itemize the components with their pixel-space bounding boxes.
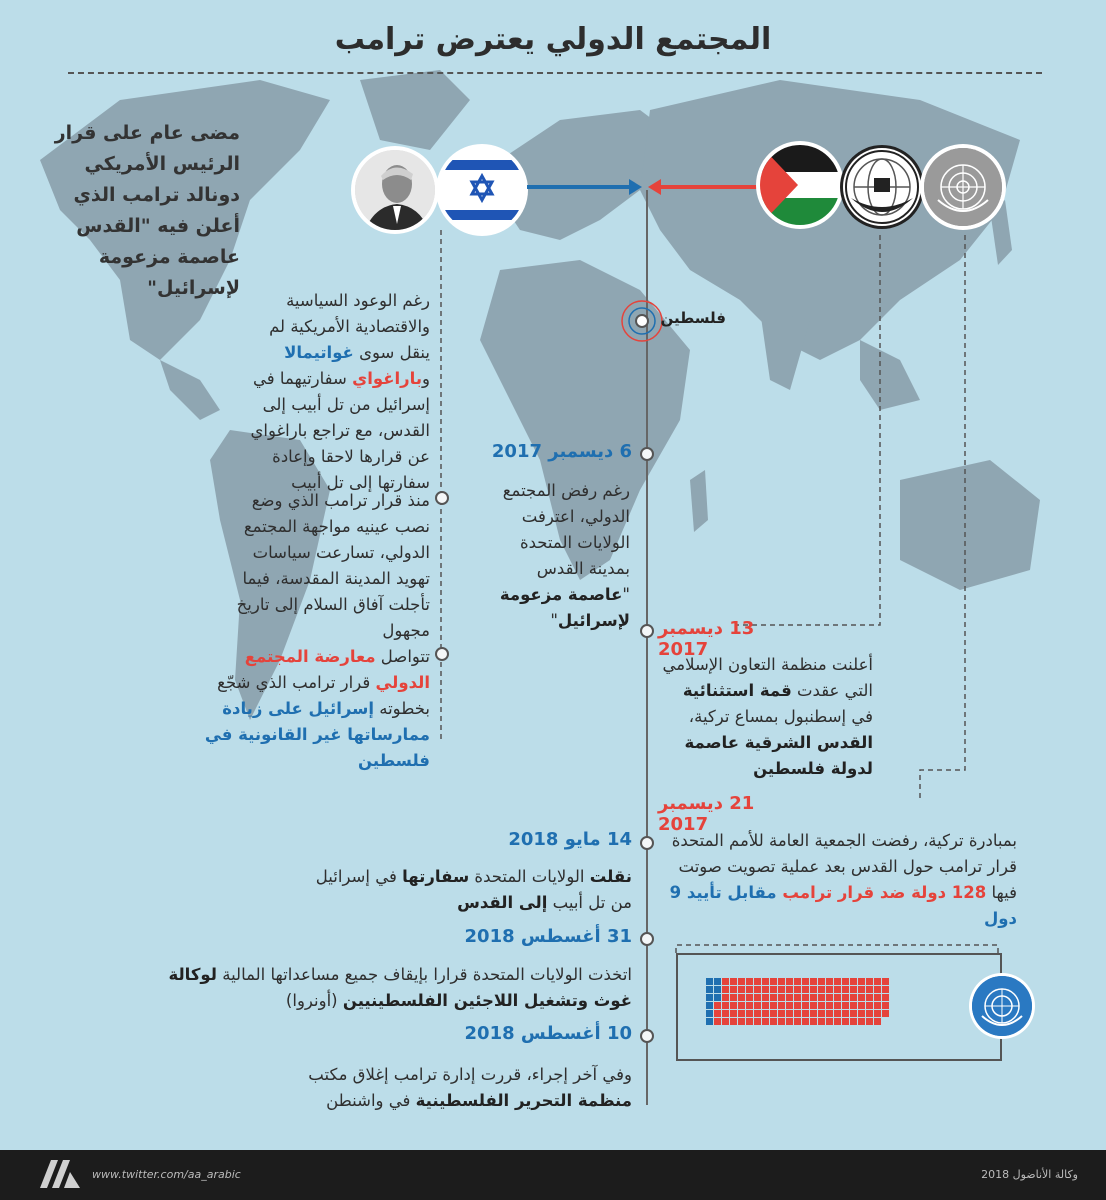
vote-cell-against bbox=[834, 1018, 841, 1025]
vote-cell-in-favor bbox=[706, 1018, 713, 1025]
vote-cell-against bbox=[786, 1002, 793, 1009]
intro-text: مضى عام على قرار الرئيس الأمريكي دونالد ترامب الذي أعلن فيه "القدس عاصمة مزعومة لإسرائيل" bbox=[54, 122, 240, 299]
event-text: رغم رفض المجتمع الدولي، اعترفت الولايات المتحدة بمدينة القدس "عاصمة مزعومة لإسرائيل" bbox=[499, 481, 630, 630]
vote-cell-in-favor bbox=[706, 994, 713, 1001]
vote-cell-against bbox=[754, 978, 761, 985]
vote-cell-against bbox=[762, 986, 769, 993]
opposing-arrows bbox=[525, 175, 775, 199]
vote-cell-against bbox=[794, 1010, 801, 1017]
vote-cell-against bbox=[842, 1010, 849, 1017]
vote-cell-against bbox=[866, 978, 873, 985]
vote-cell-against bbox=[810, 1010, 817, 1017]
vote-cell-against bbox=[738, 986, 745, 993]
vote-cell-against bbox=[850, 1018, 857, 1025]
vote-cell-against bbox=[778, 1002, 785, 1009]
event-date: 14 مايو 2018 bbox=[508, 829, 632, 850]
vote-cell-against bbox=[842, 978, 849, 985]
vote-cell-against bbox=[858, 1002, 865, 1009]
vote-cell-against bbox=[842, 1018, 849, 1025]
vote-cell-against bbox=[802, 978, 809, 985]
vote-cell-against bbox=[874, 986, 881, 993]
vote-cell-against bbox=[834, 1010, 841, 1017]
vote-cell-against bbox=[714, 1002, 721, 1009]
vote-cell-against bbox=[858, 978, 865, 985]
since-decision-text: منذ قرار ترامب الذي وضع نصب عينيه مواجهة المجتمع الدولي، تسارعت سياسات تهويد المدينة المقدسة، فيما تأجلت آفاق السلام إلى تاريخ مجهول bbox=[236, 491, 430, 640]
vote-cell-against bbox=[810, 986, 817, 993]
event-text: بمبادرة تركية، رفضت الجمعية العامة للأمم المتحدة قرار ترامب حول القدس بعد عملية تصويت صوتت فيها 128 دولة ضد قرار ترامب مقابل تأييد 9 دول bbox=[669, 831, 1017, 928]
vote-cell-against bbox=[818, 986, 825, 993]
vote-cell-against bbox=[714, 1010, 721, 1017]
timeline-node bbox=[640, 836, 654, 850]
vote-cell-against bbox=[762, 1018, 769, 1025]
vote-cell-against bbox=[738, 978, 745, 985]
vote-cell-against bbox=[770, 1010, 777, 1017]
un-emblem-icon bbox=[972, 976, 1032, 1036]
vote-cell-against bbox=[770, 1018, 777, 1025]
vote-cell-against bbox=[746, 994, 753, 1001]
vote-cell-against bbox=[722, 994, 729, 1001]
vote-cell-against bbox=[746, 986, 753, 993]
event-date: 31 أغسطس 2018 bbox=[464, 926, 632, 947]
vote-cell-against bbox=[794, 1018, 801, 1025]
vote-cell-in-favor bbox=[714, 978, 721, 985]
vote-cell-against bbox=[754, 1002, 761, 1009]
vote-cell-against bbox=[722, 978, 729, 985]
vote-cell-against bbox=[746, 1018, 753, 1025]
vote-cell-against bbox=[810, 994, 817, 1001]
vote-cell-against bbox=[794, 994, 801, 1001]
timeline-node bbox=[640, 932, 654, 946]
vote-cell-against bbox=[882, 994, 889, 1001]
left-node bbox=[435, 647, 449, 661]
vote-cell-against bbox=[762, 994, 769, 1001]
vote-cell-against bbox=[738, 1010, 745, 1017]
vote-cell-against bbox=[866, 986, 873, 993]
vote-cell-against bbox=[866, 1010, 873, 1017]
timeline-node bbox=[640, 624, 654, 638]
vote-cell-against bbox=[858, 994, 865, 1001]
vote-cell-against bbox=[730, 1010, 737, 1017]
vote-cell-against bbox=[818, 994, 825, 1001]
vote-cell-against bbox=[818, 1018, 825, 1025]
vote-cell-against bbox=[850, 1010, 857, 1017]
page-title: المجتمع الدولي يعترض ترامب bbox=[334, 22, 772, 57]
vote-cell-against bbox=[850, 1002, 857, 1009]
vote-cell-against bbox=[866, 994, 873, 1001]
vote-cell-against bbox=[802, 1002, 809, 1009]
vote-cell-against bbox=[834, 978, 841, 985]
vote-cell-against bbox=[882, 978, 889, 985]
vote-cell-against bbox=[874, 1002, 881, 1009]
vote-cell-against bbox=[762, 978, 769, 985]
timeline-node bbox=[640, 1029, 654, 1043]
vote-cell-against bbox=[826, 994, 833, 1001]
timeline-node bbox=[640, 447, 654, 461]
event-date: 10 أغسطس 2018 bbox=[464, 1023, 632, 1044]
vote-cell-against bbox=[850, 978, 857, 985]
vote-cell-against bbox=[842, 986, 849, 993]
vote-cell-against bbox=[882, 1010, 889, 1017]
vote-cell-against bbox=[826, 986, 833, 993]
vote-cell-in-favor bbox=[706, 1010, 713, 1017]
vote-cell-in-favor bbox=[706, 1002, 713, 1009]
vote-cell-against bbox=[762, 1010, 769, 1017]
vote-cell-against bbox=[802, 1010, 809, 1017]
vote-cell-against bbox=[770, 1002, 777, 1009]
vote-cell-against bbox=[778, 1010, 785, 1017]
event-text: نقلت الولايات المتحدة سفارتها في إسرائيل من تل أبيب إلى القدس bbox=[315, 867, 632, 912]
vote-cell-against bbox=[722, 1010, 729, 1017]
vote-cell-against bbox=[746, 978, 753, 985]
vote-cell-against bbox=[882, 1002, 889, 1009]
vote-cell-against bbox=[754, 1018, 761, 1025]
vote-cell-against bbox=[730, 986, 737, 993]
embassy-text: رغم الوعود السياسية والاقتصادية الأمريكية لم ينقل سوى غواتيمالا وباراغواي سفارتيهما في إسرائيل من تل أبيب إلى القدس، مع تراجع باراغواي عن قرارها لاحقا وإعادة سفارتها إلى تل أبيب bbox=[250, 291, 430, 492]
vote-cell-against bbox=[722, 1002, 729, 1009]
opposition-text: تتواصل معارضة المجتمع الدولي قرار ترامب الذي شجّع بخطوته إسرائيل على زيادة ممارساتها غير القانونية في فلسطين bbox=[204, 647, 430, 770]
vote-cell-against bbox=[786, 978, 793, 985]
event-date: 13 ديسمبر 2017 bbox=[658, 618, 755, 660]
vote-cell-against bbox=[778, 1018, 785, 1025]
vote-cell-against bbox=[810, 978, 817, 985]
vote-cell-against bbox=[866, 1018, 873, 1025]
vote-cell-against bbox=[754, 994, 761, 1001]
event-text: أعلنت منظمة التعاون الإسلامي التي عقدت قمة استثنائية في إسطنبول بمساع تركية، القدس الشرقية عاصمة لدولة فلسطين bbox=[662, 655, 873, 778]
footer-copyright: وكالة الأناضول 2018 bbox=[981, 1168, 1078, 1181]
vote-cell-against bbox=[730, 978, 737, 985]
trump-portrait bbox=[355, 150, 435, 230]
vote-cell-against bbox=[818, 1002, 825, 1009]
vote-cell-against bbox=[826, 1010, 833, 1017]
vote-cell-against bbox=[770, 994, 777, 1001]
vote-cell-against bbox=[794, 1002, 801, 1009]
vote-cell-against bbox=[722, 986, 729, 993]
vote-cell-against bbox=[874, 994, 881, 1001]
vote-cell-against bbox=[834, 986, 841, 993]
vote-cell-against bbox=[794, 986, 801, 993]
vote-cell-against bbox=[850, 994, 857, 1001]
vote-cell-against bbox=[714, 1018, 721, 1025]
vote-cell-against bbox=[778, 978, 785, 985]
vote-cell-against bbox=[802, 986, 809, 993]
vote-cell-against bbox=[730, 994, 737, 1001]
palestine-flag-icon bbox=[760, 145, 840, 225]
vote-cell-against bbox=[858, 1010, 865, 1017]
vote-cell-against bbox=[874, 1018, 881, 1025]
event-date: 6 ديسمبر 2017 bbox=[491, 441, 632, 462]
vote-cell-against bbox=[786, 1010, 793, 1017]
vote-cell-against bbox=[730, 1018, 737, 1025]
footer-url: www.twitter.com/aa_arabic bbox=[92, 1168, 241, 1181]
vote-cell-against bbox=[858, 986, 865, 993]
un-emblem-icon bbox=[924, 148, 1002, 226]
aa-logo-icon bbox=[38, 1158, 82, 1190]
vote-cell-against bbox=[778, 994, 785, 1001]
vote-cell-against bbox=[770, 978, 777, 985]
vote-cell-against bbox=[778, 986, 785, 993]
vote-cell-against bbox=[818, 978, 825, 985]
vote-cell-in-favor bbox=[706, 978, 713, 985]
vote-cell-against bbox=[770, 986, 777, 993]
event-date: 21 ديسمبر 2017 bbox=[658, 793, 755, 835]
vote-cell-against bbox=[762, 1002, 769, 1009]
vote-cell-against bbox=[730, 1002, 737, 1009]
event-text: اتخذت الولايات المتحدة قرارا بإيقاف جميع مساعداتها المالية لوكالة غوث وتشغيل اللاجئين الفلسطينيين (أونروا) bbox=[168, 965, 632, 1010]
vote-cell-against bbox=[794, 978, 801, 985]
vote-cell-against bbox=[850, 986, 857, 993]
israel-flag-icon bbox=[440, 148, 524, 232]
vote-cell-against bbox=[786, 986, 793, 993]
vote-cell-against bbox=[866, 1002, 873, 1009]
left-node bbox=[435, 491, 449, 505]
vote-cell-against bbox=[842, 1002, 849, 1009]
vote-cell-against bbox=[802, 994, 809, 1001]
vote-cell-against bbox=[874, 978, 881, 985]
vote-cell-against bbox=[738, 994, 745, 1001]
vote-cell-against bbox=[858, 1018, 865, 1025]
vote-cell-against bbox=[746, 1010, 753, 1017]
event-text: وفي آخر إجراء، قررت إدارة ترامب إغلاق مكتب منظمة التحرير الفلسطينية في واشنطن bbox=[308, 1065, 632, 1110]
vote-cell-against bbox=[842, 994, 849, 1001]
oic-logo-icon bbox=[843, 148, 921, 226]
vote-cell-against bbox=[818, 1010, 825, 1017]
vote-cell-against bbox=[882, 986, 889, 993]
vote-cell-against bbox=[786, 1018, 793, 1025]
vote-cell-against bbox=[874, 1010, 881, 1017]
vote-cell-against bbox=[826, 1002, 833, 1009]
vote-cell-against bbox=[754, 986, 761, 993]
vote-cell-against bbox=[834, 994, 841, 1001]
vote-cell-against bbox=[826, 978, 833, 985]
vote-cell-in-favor bbox=[706, 986, 713, 993]
vote-cell-against bbox=[754, 1010, 761, 1017]
vote-cell-against bbox=[738, 1002, 745, 1009]
vote-cell-against bbox=[746, 1002, 753, 1009]
vote-cell-against bbox=[826, 1018, 833, 1025]
vote-cell-against bbox=[738, 1018, 745, 1025]
vote-cell-against bbox=[810, 1002, 817, 1009]
vote-cell-against bbox=[802, 1018, 809, 1025]
vote-cell-in-favor bbox=[714, 994, 721, 1001]
vote-cell-against bbox=[786, 994, 793, 1001]
vote-cell-against bbox=[834, 1002, 841, 1009]
location-marker-icon bbox=[618, 297, 666, 345]
vote-cell-in-favor bbox=[714, 986, 721, 993]
vote-cell-against bbox=[722, 1018, 729, 1025]
location-label: فلسطين bbox=[660, 309, 726, 327]
vote-cell-against bbox=[810, 1018, 817, 1025]
title-divider bbox=[68, 72, 1042, 74]
